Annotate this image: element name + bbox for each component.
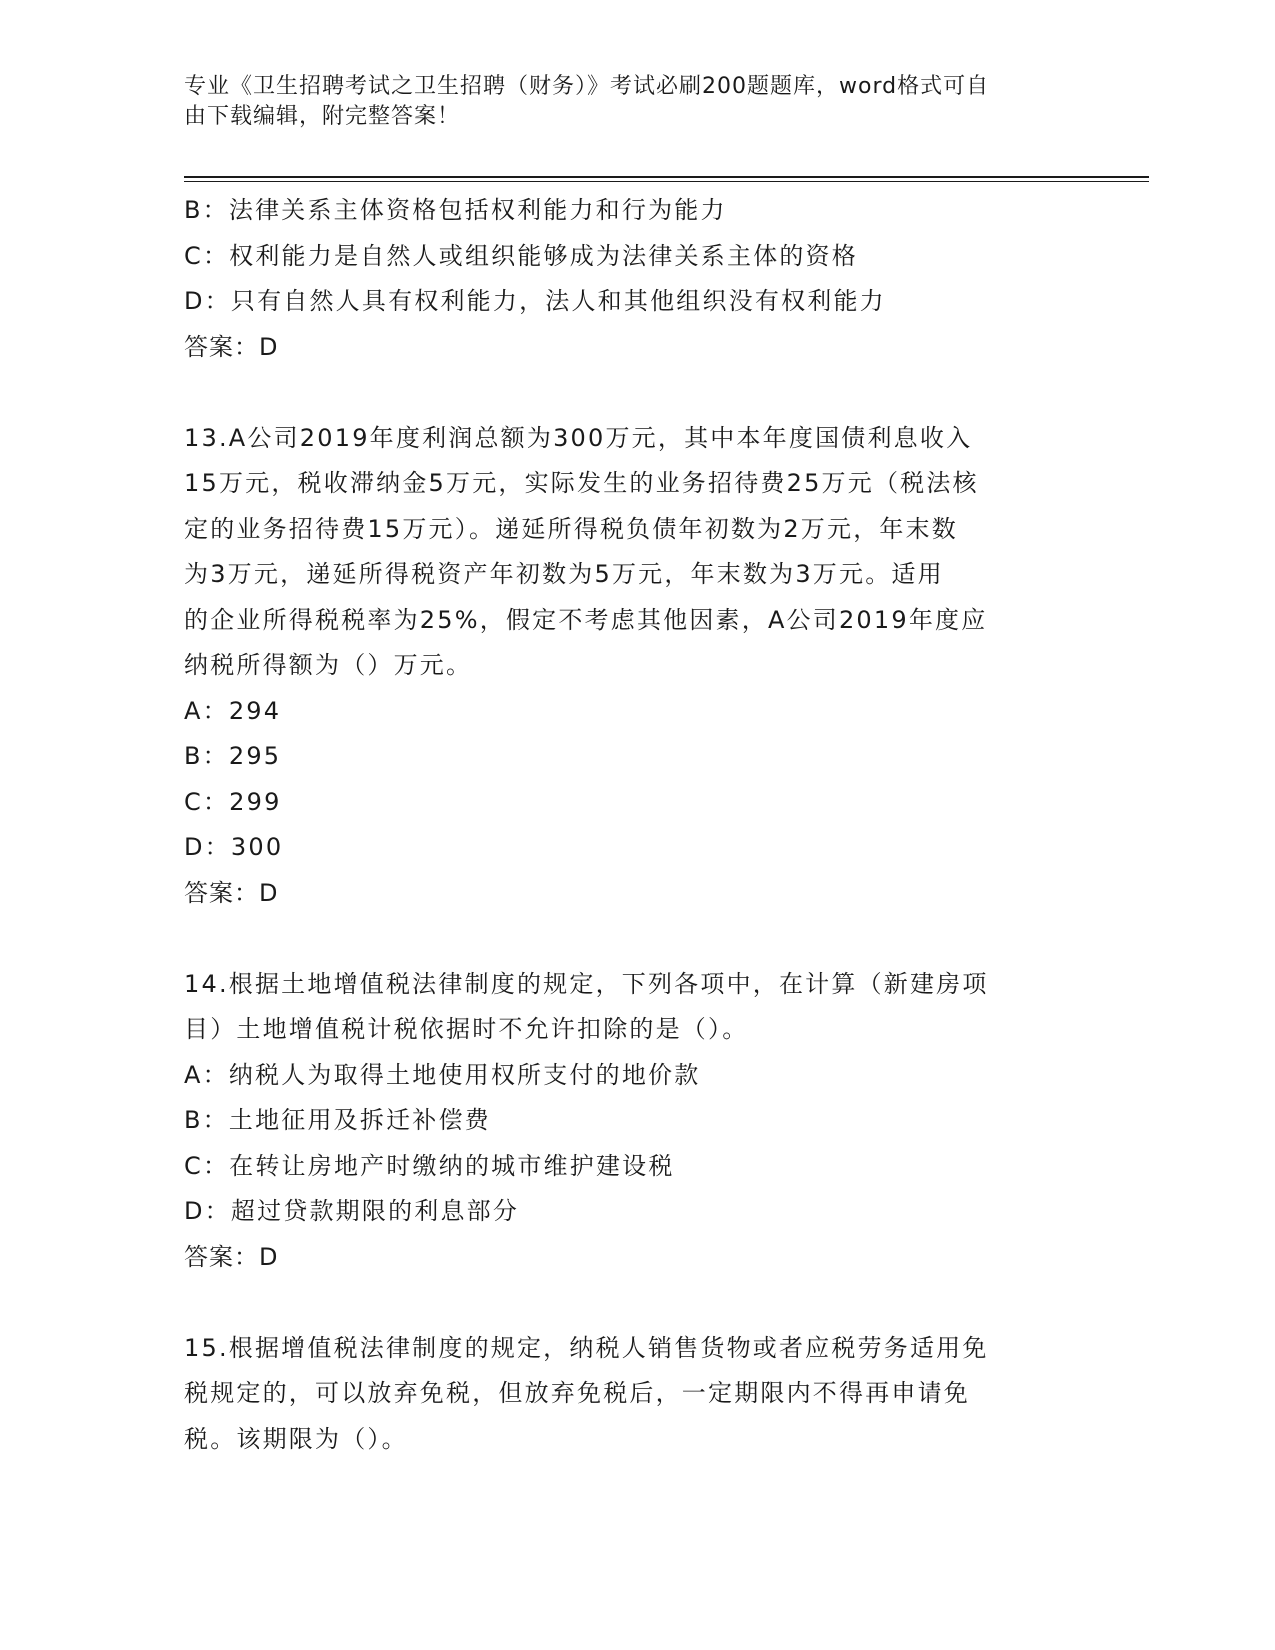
question-15 xyxy=(184,1326,1084,1463)
question-12 xyxy=(184,188,1084,370)
option-b: B：法律关系主体资格包括权利能力和行为能力 xyxy=(184,196,727,224)
question-14 xyxy=(184,962,1084,1281)
question-stem-line: 目）土地增值税计税依据时不允许扣除的是（）。 xyxy=(184,1015,749,1043)
question-stem-line: 15.根据增值税法律制度的规定，纳税人销售货物或者应税劳务适用免 xyxy=(184,1333,989,1362)
header-divider-thin xyxy=(184,181,1149,182)
spacer xyxy=(184,1280,1084,1326)
answer: 答案：D xyxy=(184,1242,279,1271)
option-c: C：权利能力是自然人或组织能够成为法律关系主体的资格 xyxy=(184,241,858,270)
header-line-2: 由下载编辑，附完整答案！ xyxy=(184,104,461,129)
question-stem-line: 税。该期限为（）。 xyxy=(184,1424,408,1453)
question-stem-line: 纳税所得额为（）万元。 xyxy=(184,651,473,679)
question-stem-line: 14.根据土地增值税法律制度的规定，下列各项中，在计算（新建房项 xyxy=(184,969,989,998)
question-stem-line: 税规定的，可以放弃免税，但放弃免税后，一定期限内不得再申请免 xyxy=(184,1379,970,1407)
question-stem-line: 为3万元，递延所得税资产年初数为5万元，年末数为3万元。适用 xyxy=(184,560,944,588)
spacer xyxy=(184,916,1084,962)
option-d: D：只有自然人具有权利能力，法人和其他组织没有权利能力 xyxy=(184,287,886,315)
answer: 答案：D xyxy=(184,332,279,361)
header-line-1: 专业《卫生招聘考试之卫生招聘（财务）》考试必刷200题题库，word格式可自 xyxy=(184,74,990,99)
option-c: C：在转让房地产时缴纳的城市维护建设税 xyxy=(184,1151,675,1180)
option-a: A：纳税人为取得土地使用权所支付的地价款 xyxy=(184,1060,701,1089)
answer: 答案：D xyxy=(184,878,279,907)
option-b: B：土地征用及拆迁补偿费 xyxy=(184,1106,491,1134)
option-c: C：299 xyxy=(184,787,282,816)
question-13 xyxy=(184,416,1084,917)
option-d: D：300 xyxy=(184,833,284,861)
page-header xyxy=(184,72,1064,132)
question-stem-line: 13.A公司2019年度利润总额为300万元，其中本年度国债利息收入 xyxy=(184,423,973,452)
question-stem-line: 15万元，税收滞纳金5万元，实际发生的业务招待费25万元（税法核 xyxy=(184,469,979,497)
option-a: A：294 xyxy=(184,696,282,725)
option-b: B：295 xyxy=(184,742,282,770)
question-stem-line: 定的业务招待费15万元）。递延所得税负债年初数为2万元，年末数 xyxy=(184,514,959,543)
option-d: D：超过贷款期限的利息部分 xyxy=(184,1197,520,1225)
spacer xyxy=(184,370,1084,416)
question-content xyxy=(184,188,1084,1462)
header-divider xyxy=(184,176,1149,178)
question-stem-line: 的企业所得税税率为25%，假定不考虑其他因素，A公司2019年度应 xyxy=(184,605,988,634)
